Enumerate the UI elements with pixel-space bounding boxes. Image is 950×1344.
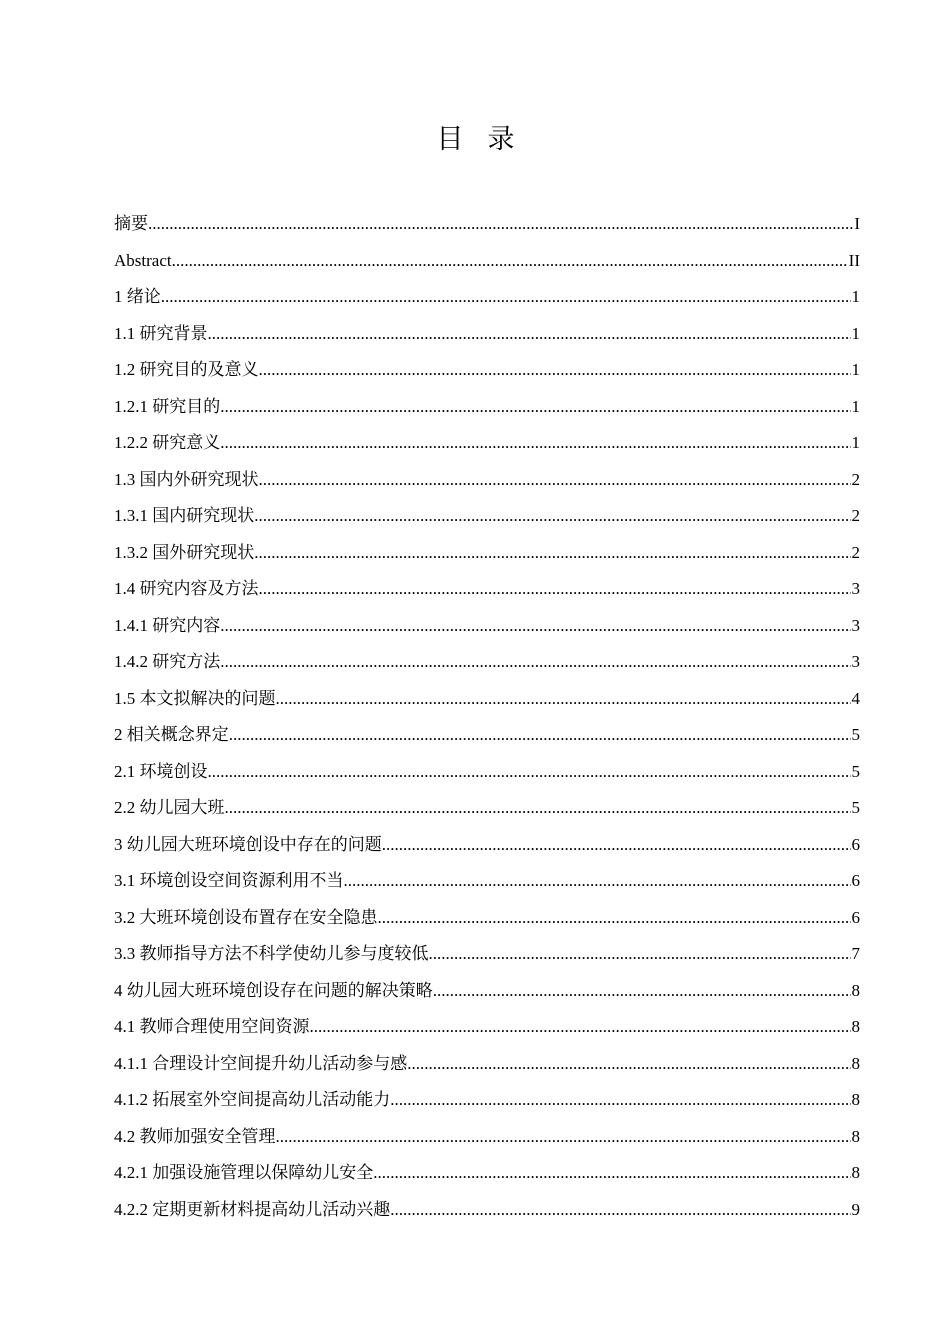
toc-entry-text: 2 相关概念界定	[114, 725, 229, 744]
toc-leader	[220, 425, 850, 462]
toc-entry-page: 5	[851, 798, 860, 817]
toc-entry[interactable]	[114, 644, 860, 681]
toc-entry-page: 8	[851, 1053, 860, 1073]
toc-entry-page: 8	[851, 1017, 860, 1036]
toc-entry-page: 5	[851, 725, 860, 744]
toc-entry[interactable]	[114, 571, 860, 608]
toc-leader	[344, 863, 851, 900]
toc-entry-text: 2.1 环境创设	[114, 761, 208, 781]
toc-entry[interactable]	[114, 316, 860, 353]
toc-entry[interactable]	[114, 754, 860, 791]
toc-entry-page: 1	[851, 396, 860, 416]
toc-entry[interactable]	[114, 462, 860, 499]
toc-entry[interactable]	[114, 1155, 860, 1192]
toc-entry[interactable]	[114, 790, 860, 827]
toc-entry-page: II	[848, 250, 860, 270]
toc-entry-text: 3.3 教师指导方法不科学使幼儿参与度较低	[114, 944, 429, 963]
toc-leader	[161, 279, 851, 316]
toc-entry-page: 8	[851, 980, 860, 1000]
toc-entry-text: 3.2 大班环境创设布置存在安全隐患	[114, 907, 378, 927]
toc-entry[interactable]	[114, 1009, 860, 1046]
toc-entry-page: 8	[851, 1126, 860, 1146]
toc-entry[interactable]	[114, 681, 860, 718]
toc-entry[interactable]	[114, 1192, 860, 1229]
toc-entry[interactable]	[114, 1046, 860, 1083]
toc-entry-page: 1	[851, 287, 860, 306]
toc-entry-text: 4.2 教师加强安全管理	[114, 1126, 276, 1146]
toc-leader	[382, 827, 851, 864]
toc-leader	[229, 717, 851, 754]
toc-entry[interactable]	[114, 243, 860, 280]
toc-leader	[378, 900, 851, 937]
toc-leader	[148, 206, 853, 243]
toc-entry[interactable]	[114, 936, 860, 973]
toc-entry-text: 1.1 研究背景	[114, 323, 208, 343]
toc-entry-page: 9	[851, 1199, 860, 1219]
toc-leader	[407, 1046, 850, 1083]
toc-entry-page: 3	[851, 652, 860, 671]
toc-leader	[208, 754, 851, 791]
toc-entry-text: 1.4.1 研究内容	[114, 615, 221, 635]
page-title: 目录	[436, 124, 539, 155]
toc-leader	[225, 790, 851, 827]
toc-entry[interactable]	[114, 827, 860, 864]
toc-entry-text: 4.2.1 加强设施管理以保障幼儿安全	[114, 1163, 374, 1182]
toc-entry-text: 3 幼儿园大班环境创设中存在的问题	[114, 834, 382, 854]
toc-leader	[220, 644, 850, 681]
toc-entry-text: 1.5 本文拟解决的问题	[114, 688, 276, 708]
toc-entry-text: 2.2 幼儿园大班	[114, 798, 225, 817]
toc-entry-text: 摘要	[114, 214, 148, 233]
toc-entry[interactable]	[114, 863, 860, 900]
toc-leader	[429, 936, 851, 973]
toc-entry-text: 4.1.1 合理设计空间提升幼儿活动参与感	[114, 1053, 408, 1073]
toc-entry-page: I	[854, 214, 860, 233]
toc-entry-page: 4	[851, 688, 860, 708]
toc-entry-page: 1	[851, 433, 860, 452]
toc-entry-text: 4.1.2 拓展室外空间提高幼儿活动能力	[114, 1090, 391, 1109]
toc-leader	[208, 316, 851, 353]
toc-leader	[259, 571, 851, 608]
toc-entry-text: 1 绪论	[114, 287, 161, 306]
toc-leader	[390, 1082, 850, 1119]
toc-leader	[373, 1155, 850, 1192]
toc-entry-page: 1	[851, 323, 860, 343]
toc-entry[interactable]	[114, 498, 860, 535]
toc-entry[interactable]	[114, 717, 860, 754]
toc-leader	[310, 1009, 851, 1046]
toc-entry-text: 4.2.2 定期更新材料提高幼儿活动兴趣	[114, 1199, 391, 1219]
toc-entry-text: 1.3 国内外研究现状	[114, 469, 259, 489]
toc-entry-text: 1.2.2 研究意义	[114, 433, 221, 452]
toc-entry-page: 3	[851, 579, 860, 598]
toc-entry-text: 1.3.2 国外研究现状	[114, 542, 255, 562]
toc-entry-text: 1.3.1 国内研究现状	[114, 506, 255, 525]
toc-entry[interactable]	[114, 535, 860, 572]
toc-entry-text: 1.4 研究内容及方法	[114, 579, 259, 598]
toc-entry-text: 4.1 教师合理使用空间资源	[114, 1017, 310, 1036]
toc-entry-page: 6	[851, 907, 860, 927]
toc-entry[interactable]	[114, 352, 860, 389]
toc-entry-page: 1	[851, 360, 860, 379]
toc-leader	[172, 243, 848, 280]
toc-entry-page: 3	[851, 615, 860, 635]
toc-entry-text: 3.1 环境创设空间资源利用不当	[114, 871, 344, 890]
toc-leader	[390, 1192, 850, 1229]
toc-entry-page: 7	[851, 944, 860, 963]
toc-leader	[276, 1119, 851, 1156]
toc-leader	[254, 535, 850, 572]
toc-entry[interactable]	[114, 425, 860, 462]
toc-entry-page: 8	[851, 1163, 860, 1182]
toc-entry-page: 6	[851, 871, 860, 890]
toc-list	[114, 206, 860, 1228]
toc-leader	[276, 681, 851, 718]
toc-entry-page: 2	[851, 542, 860, 562]
toc-entry-page: 2	[851, 506, 860, 525]
toc-entry-text: Abstract	[114, 250, 172, 270]
toc-entry-page: 8	[851, 1090, 860, 1109]
toc-entry[interactable]	[114, 1119, 860, 1156]
toc-entry-page: 2	[851, 469, 860, 489]
toc-leader	[259, 352, 851, 389]
toc-entry[interactable]	[114, 1082, 860, 1119]
toc-leader	[433, 973, 851, 1010]
toc-entry[interactable]	[114, 900, 860, 937]
toc-entry[interactable]	[114, 279, 860, 316]
toc-leader	[220, 608, 850, 645]
toc-entry[interactable]	[114, 973, 860, 1010]
toc-entry-text: 4 幼儿园大班环境创设存在问题的解决策略	[114, 980, 433, 1000]
toc-leader	[259, 462, 851, 499]
toc-entry-page: 5	[851, 761, 860, 781]
toc-entry-text: 1.2.1 研究目的	[114, 396, 221, 416]
toc-entry-page: 6	[851, 834, 860, 854]
toc-entry[interactable]	[114, 206, 860, 243]
toc-entry[interactable]	[114, 389, 860, 426]
toc-entry-text: 1.2 研究目的及意义	[114, 360, 259, 379]
toc-leader	[220, 389, 850, 426]
toc-leader	[254, 498, 850, 535]
toc-entry-text: 1.4.2 研究方法	[114, 652, 221, 671]
toc-entry[interactable]	[114, 608, 860, 645]
